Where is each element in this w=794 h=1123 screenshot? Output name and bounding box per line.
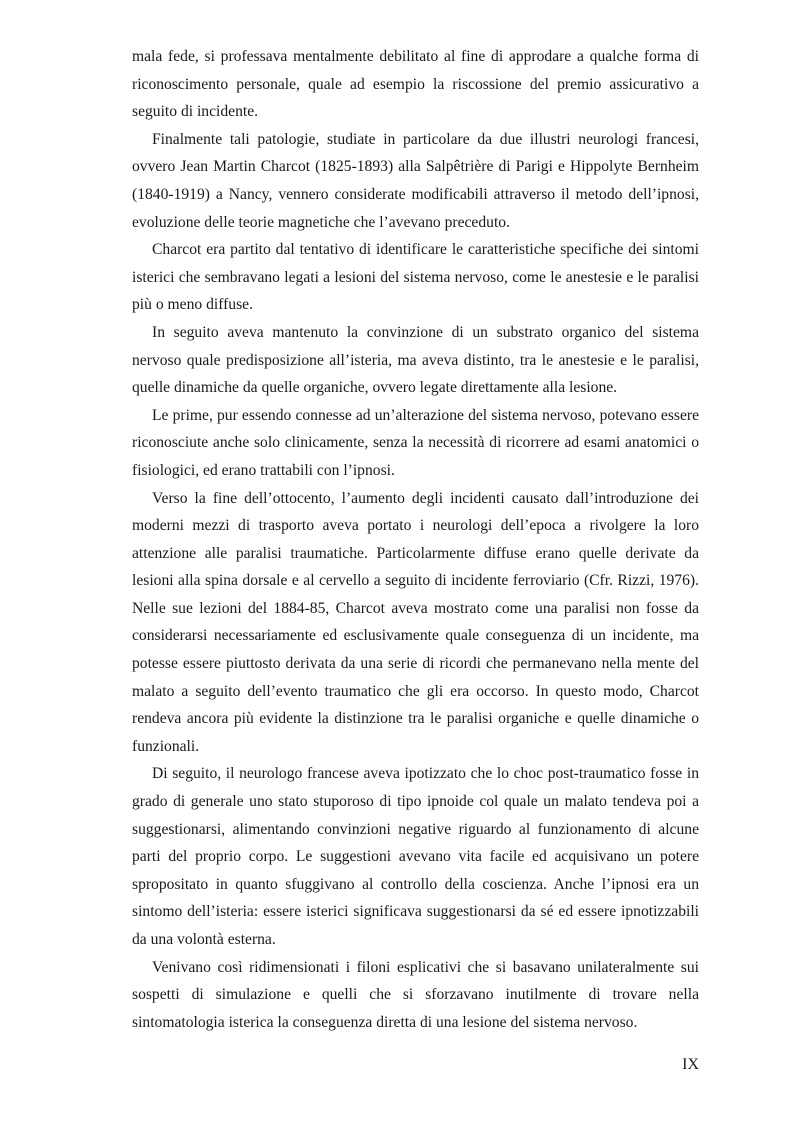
paragraph-8: Venivano così ridimensionati i filoni esplicativi che si basavano unilateralmente sui sospetti di simulazione e quelli che si sforzavano inutilmente di trovare nella sintomatologia isterica la conseguenza diretta di una lesione del sistema nervoso. <box>132 958 699 1031</box>
paragraph-4: In seguito aveva mantenuto la convinzione di un substrato organico del sistema nervoso quale predisposizione all’isteria, ma aveva distinto, tra le anestesie e le paralisi, quelle dinamiche da quelle organiche, ovvero legate direttamente alla lesione. <box>132 323 699 397</box>
paragraph-2: Finalmente tali patologie, studiate in particolare da due illustri neurologi francesi, ovvero Jean Martin Charcot (1825-1893) alla Salpêtrière di Parigi e Hippolyte Bernheim (1840-1919) a Nancy, vennero considerate modificabili attraverso il metodo dell’ipnosi, evoluzione delle teorie magnetiche che l’avevano preceduto. <box>132 130 699 231</box>
paragraph-7: Di seguito, il neurologo francese aveva ipotizzato che lo choc post-traumatico fosse in grado di generale uno stato stuporoso di tipo ipnoide col quale un malato tendeva poi a suggestionarsi, alimentando convinzioni negative riguardo al funzionamento di alcune parti del proprio corpo. Le suggestioni avevano vita facile ed acquisivano un potere spropositato in quanto sfuggivano al controllo della coscienza. Anche l’ipnosi era un sintomo dell’isteria: essere isterici significava suggestionarsi da sé ed essere ipnotizzabili da una volontà esterna. <box>132 765 699 948</box>
paragraph-6: Verso la fine dell’ottocento, l’aumento degli incidenti causato dall’introduzione dei moderni mezzi di trasporto aveva portato i neurologi dell’epoca a rivolgere la loro attenzione alle paralisi traumatiche. Particolarmente diffuse erano quelle derivate da lesioni alla spina dorsale e al cervello a seguito di incidente ferroviario (Cfr. Rizzi, 1976). Nelle sue lezioni del 1884-85, Charcot aveva mostrato come una paralisi non fosse da considerarsi necessariamente ed esclusivamente quale conseguenza di un incidente, ma potesse essere piuttosto derivata da una serie di ricordi che permanevano nella mente del malato a seguito dell’evento traumatico che gli era occorso. In questo modo, Charcot rendeva ancora più evidente la distinzione tra le paralisi organiche e quelle dinamiche o funzionali. <box>132 489 699 755</box>
page-number: IX <box>682 1056 699 1073</box>
page-body <box>132 43 699 1036</box>
paragraph-5: Le prime, pur essendo connesse ad un’alterazione del sistema nervoso, potevano essere riconosciute anche solo clinicamente, senza la necessità di ricorrere ad esami anatomici o fisiologici, ed erano trattabili con l’ipnosi. <box>132 406 699 479</box>
paragraph-3: Charcot era partito dal tentativo di identificare le caratteristiche specifiche dei sintomi isterici che sembravano legati a lesioni del sistema nervoso, come le anestesie e le paralisi più o meno diffuse. <box>132 241 699 314</box>
paragraph-1: mala fede, si professava mentalmente debilitato al fine di approdare a qualche forma di riconoscimento personale, quale ad esempio la riscossione del premio assicurativo a seguito di incidente. <box>132 48 699 121</box>
